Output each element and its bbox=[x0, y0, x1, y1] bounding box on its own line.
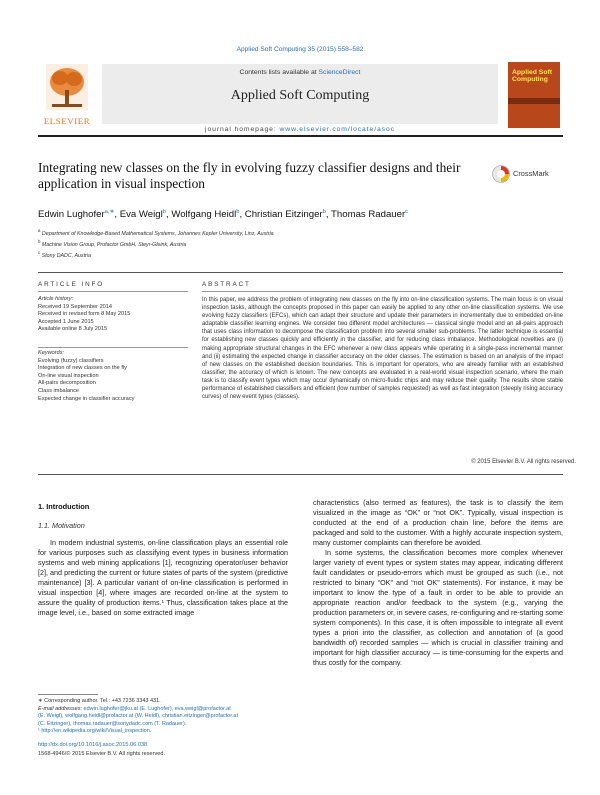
keyword-item: Expected change in classifier accuracy bbox=[38, 395, 135, 402]
email-label: E-mail addresses: bbox=[38, 705, 84, 712]
history-item: Received 19 September 2014 bbox=[38, 303, 113, 310]
author-separator: , bbox=[239, 209, 245, 221]
author-affiliation-marker[interactable]: a,∗ bbox=[104, 209, 115, 215]
author-affiliation-marker[interactable]: c bbox=[405, 209, 409, 215]
issn-line: 1568-4946/© 2015 Elsevier B.V. All rights reserved. bbox=[38, 751, 166, 757]
author-affiliation-marker[interactable]: b bbox=[322, 209, 326, 215]
article-info-heading: ARTICLE INFO bbox=[38, 281, 105, 288]
email-links[interactable]: edwin.lughofer@jku.at (E. Lughofer), eva.weigl@profactor.at bbox=[83, 705, 231, 712]
copyright-notice: © 2015 Elsevier B.V. All rights reserved. bbox=[471, 459, 576, 465]
author-separator: , bbox=[165, 209, 172, 221]
history-item: Accepted 1 June 2015 bbox=[38, 318, 94, 325]
email-links[interactable]: (E. Weigl), wolfgang.heidl@profactor.at (W. Heidl), christian.eitzinger@profactor.at bbox=[38, 713, 238, 720]
homepage-prefix: journal homepage: bbox=[205, 126, 280, 133]
affiliation-text: Stony DADC, Austria bbox=[40, 252, 91, 259]
author-affiliation-marker[interactable]: b bbox=[236, 209, 240, 215]
divider bbox=[38, 291, 188, 292]
divider bbox=[202, 291, 563, 292]
affiliation-item bbox=[38, 238, 563, 249]
crossmark-badge[interactable] bbox=[492, 165, 562, 185]
keyword-item: Class imbalance bbox=[38, 387, 80, 394]
footnotes bbox=[38, 698, 288, 736]
contents-line bbox=[102, 69, 498, 76]
keywords-heading: Keywords: bbox=[38, 350, 65, 356]
author-separator: , bbox=[114, 209, 120, 221]
divider bbox=[38, 474, 563, 475]
abstract-heading: ABSTRACT bbox=[202, 281, 251, 288]
cover-title: Applied Soft Computing bbox=[512, 69, 553, 84]
body-column-left bbox=[38, 538, 288, 618]
affiliation-marker: b bbox=[38, 238, 41, 244]
author-list bbox=[38, 209, 563, 220]
crossmark-label: CrossMark bbox=[513, 169, 549, 178]
keyword-item: Integration of new classes on the fly bbox=[38, 365, 127, 372]
journal-name: Applied Soft Computing bbox=[230, 88, 370, 103]
affiliation-item bbox=[38, 249, 563, 260]
keyword-item: Evolving (fuzzy) classifiers bbox=[38, 357, 104, 364]
affiliation-item bbox=[38, 227, 563, 238]
elsevier-logo bbox=[38, 64, 96, 126]
author-name: Thomas Radauer bbox=[331, 209, 406, 221]
journal-reference[interactable]: Applied Soft Computing 35 (2015) 558–582 bbox=[236, 46, 364, 53]
journal-masthead bbox=[38, 62, 563, 140]
author-name: Eva Weigl bbox=[119, 209, 163, 221]
affiliations bbox=[38, 227, 563, 259]
body-paragraph: In modern industrial systems, on-line classification plays an essential role for various purposes such as classifying event types in business information systems and web mining applications [1], recognizing operator/user behavior [2], and predicting the current or future states of parts of the system (predictive maintenance) [3]. A particular variant of on-line classification is performed in visual inspection [4], where images are recorded on-line at the system to assure the quality of production items.¹ Thus, classification takes place at the image level, i.e., based on some extracted image bbox=[38, 538, 288, 617]
corresponding-author-note: ∗ Corresponding author. Tel.: +43 7236 3343 431. bbox=[38, 698, 161, 704]
masthead-rule bbox=[38, 135, 563, 137]
subsection-heading: 1.1. Motivation bbox=[38, 521, 85, 530]
article-history bbox=[38, 296, 188, 334]
author-affiliation-marker[interactable]: b bbox=[162, 209, 166, 215]
journal-cover-thumbnail bbox=[508, 62, 560, 128]
author-separator: , bbox=[325, 209, 332, 221]
sciencedirect-link[interactable]: ScienceDirect bbox=[318, 69, 361, 76]
crossmark-icon bbox=[492, 165, 510, 183]
affiliation-marker: c bbox=[38, 249, 41, 255]
publisher-name: ELSEVIER bbox=[43, 116, 91, 126]
affiliation-text: Machine Vision Group, Profactor GmbH, Steyr-Gleink, Austria bbox=[40, 241, 187, 248]
homepage-line bbox=[102, 126, 498, 133]
divider bbox=[38, 347, 188, 348]
elsevier-tree-icon bbox=[46, 64, 88, 110]
author-name: Wolfgang Heidl bbox=[171, 209, 237, 221]
email-line bbox=[38, 706, 288, 714]
paper-title: Integrating new classes on the fly in evolving fuzzy classifier designs and their application in visual inspection bbox=[38, 160, 461, 191]
author-name: Christian Eitzinger bbox=[244, 209, 323, 221]
footnote-rule bbox=[38, 694, 98, 695]
email-links[interactable]: (C. Eitzinger), thomas.radauer@sonydadc.com (T. Radauer). bbox=[38, 720, 187, 727]
affiliation-marker: a bbox=[38, 228, 41, 233]
body-paragraph: In some systems, the classification becomes more complex whenever larger variety of event types or system states may appear, indicating different fault candidates or pseudo-errors which must be grouped as such (i.e., not restricted to binary “OK” and “not OK” statements). For instance, it may be important to know the type of a fault in order to be able to provide an appropriate reaction and/or feedback to the system (e.g., varying the production parameters or, in severe cases, re-configuring and re-starting some system components). In this case, it is often impossible to integrate all event types a priori into the classifier, as collection and annotation of (a good bandwidth of) recorded samples — which is crucial in classifier training and important for high classifier accuracy — is time-consuming for the experts and thus costly for the company. bbox=[313, 548, 563, 667]
author-name: Edwin Lughofer bbox=[38, 209, 105, 221]
doi-link[interactable]: http://dx.doi.org/10.1016/j.asoc.2015.06.038 bbox=[38, 742, 148, 748]
footnote-1-link[interactable]: ¹ http://en.wikipedia.org/wiki/Visual_inspection. bbox=[38, 728, 152, 735]
section-heading: 1. Introduction bbox=[38, 502, 90, 511]
affiliation-text: Department of Knowledge-Based Mathematical Systems, Johannes Kepler University, Linz, Austria bbox=[40, 230, 274, 237]
contents-prefix: Contents lists available at bbox=[239, 69, 319, 76]
homepage-link[interactable]: www.elsevier.com/locate/asoc bbox=[279, 126, 395, 133]
body-paragraph: characteristics (also termed as features), the task is to classify the item visualized in the image as “OK” or “not OK”. Typically, visual inspection is conducted at the end of a production chain line, before the items are packaged and sold to the customer. With a highly accurate inspection system, many customer complaints can therefore be avoided. bbox=[313, 498, 563, 547]
history-item: Received in revised form 8 May 2015 bbox=[38, 311, 131, 318]
history-heading: Article history: bbox=[38, 296, 74, 302]
cover-band bbox=[508, 98, 560, 104]
body-column-right bbox=[313, 498, 563, 668]
divider bbox=[38, 272, 563, 273]
journal-header-box bbox=[102, 64, 498, 124]
keyword-item: On-line visual inspection bbox=[38, 372, 99, 379]
history-item: Available online 8 July 2015 bbox=[38, 326, 108, 333]
abstract-text: In this paper, we address the problem of integrating new classes on the fly into on-line classification systems. The main focus is on visual inspection tasks, although the concepts proposed in this paper can easily be applied to any other on-line classification systems. We use evolving fuzzy classifiers (EFCs), which can adapt their structure and update their parameters in incrementally due to embedded on-line adaptable classifier learning engines. We consider two different model architectures — classical single model and an all-pairs approach that uses class information to decompose the classification problem into several smaller sub-problems. The latter technique is essential for establishing new classes quickly and efficiently in the classifier, and for reducing class imbalance. Methodological novelties are (i) making appropriate structural changes in the EFC whenever a new class appears while operating in a single-pass incremental manner and (ii) estimating the expected change in classifier accuracy on the older classes. The estimation is based on an analysis of the impact of new classes on the established decision boundaries. This is important for operators, who are already familiar with an established classifier, the accuracy of which is known. The new concepts are evaluated in a real-world visual inspection scenario, where the main task is to classify event types which may occur dynamically on micro-fluidic chips and may reduce their quality. The results show stable performance of established classifiers and efficient (low number of samples requested) as well as fast integration (steeply rising accuracy curves) of new event types (classes). bbox=[202, 297, 563, 401]
keyword-item: All-pairs decomposition bbox=[38, 380, 96, 387]
keywords bbox=[38, 350, 188, 403]
